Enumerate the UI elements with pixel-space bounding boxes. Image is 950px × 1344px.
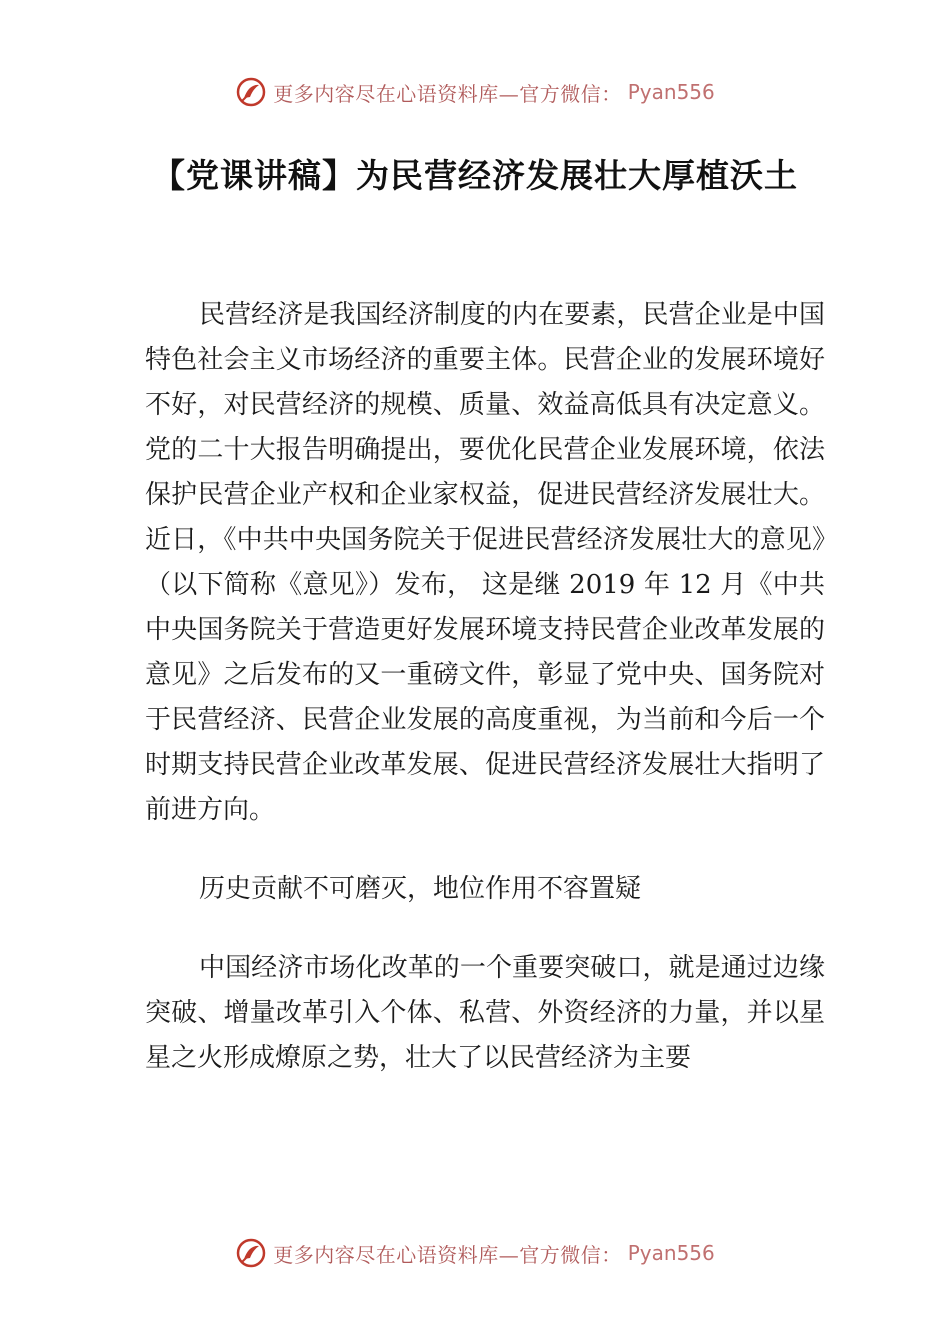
brand-logo-icon bbox=[235, 1237, 267, 1269]
header-banner-text: 更多内容尽在心语资料库—官方微信： bbox=[273, 81, 622, 106]
footer-watermark-banner bbox=[0, 1233, 950, 1273]
header-watermark-banner bbox=[0, 72, 950, 112]
footer-wechat-id: Pyan556 bbox=[627, 1241, 715, 1265]
header-wechat-id: Pyan556 bbox=[627, 80, 715, 104]
paragraph-section-body: 中国经济市场化改革的一个重要突破口，就是通过边缘突破、增量改革引入个体、私营、外资经济的力量，并以星星之火形成燎原之势，壮大了以民营经济为主要 bbox=[145, 953, 825, 1073]
section-heading: 历史贡献不可磨灭，地位作用不容置疑 bbox=[199, 874, 642, 904]
paragraph-intro: 民营经济是我国经济制度的内在要素，民营企业是中国特色社会主义市场经济的重要主体。民营企业的发展环境好不好，对民营经济的规模、质量、效益高低具有决定意义。党的二十大报告明确提出，要优化民营企业发展环境，依法保护民营企业产权和企业家权益，促进民营经济发展壮大。近日，《中共中央国务院关于促进民营经济发展壮大的意见》（以下简称《意见》）发布， 这是继 2019 年 12 月《中共中央国务院关于营造更好发展环境支持民营企业改革发展的意见》之后发布的又一重磅文件，彰显了党中央、国务院对于民营经济、民营企业发展的高度重视，为当前和今后一个时期支持民营企业改革发展、促进民营经济发展壮大指明了前进方向。 bbox=[145, 300, 825, 825]
brand-logo-icon bbox=[235, 76, 267, 108]
footer-banner-text: 更多内容尽在心语资料库—官方微信： bbox=[273, 1242, 622, 1267]
document-body bbox=[145, 293, 825, 1081]
document-title: 【党课讲稿】为民营经济发展壮大厚植沃土 bbox=[152, 156, 798, 195]
